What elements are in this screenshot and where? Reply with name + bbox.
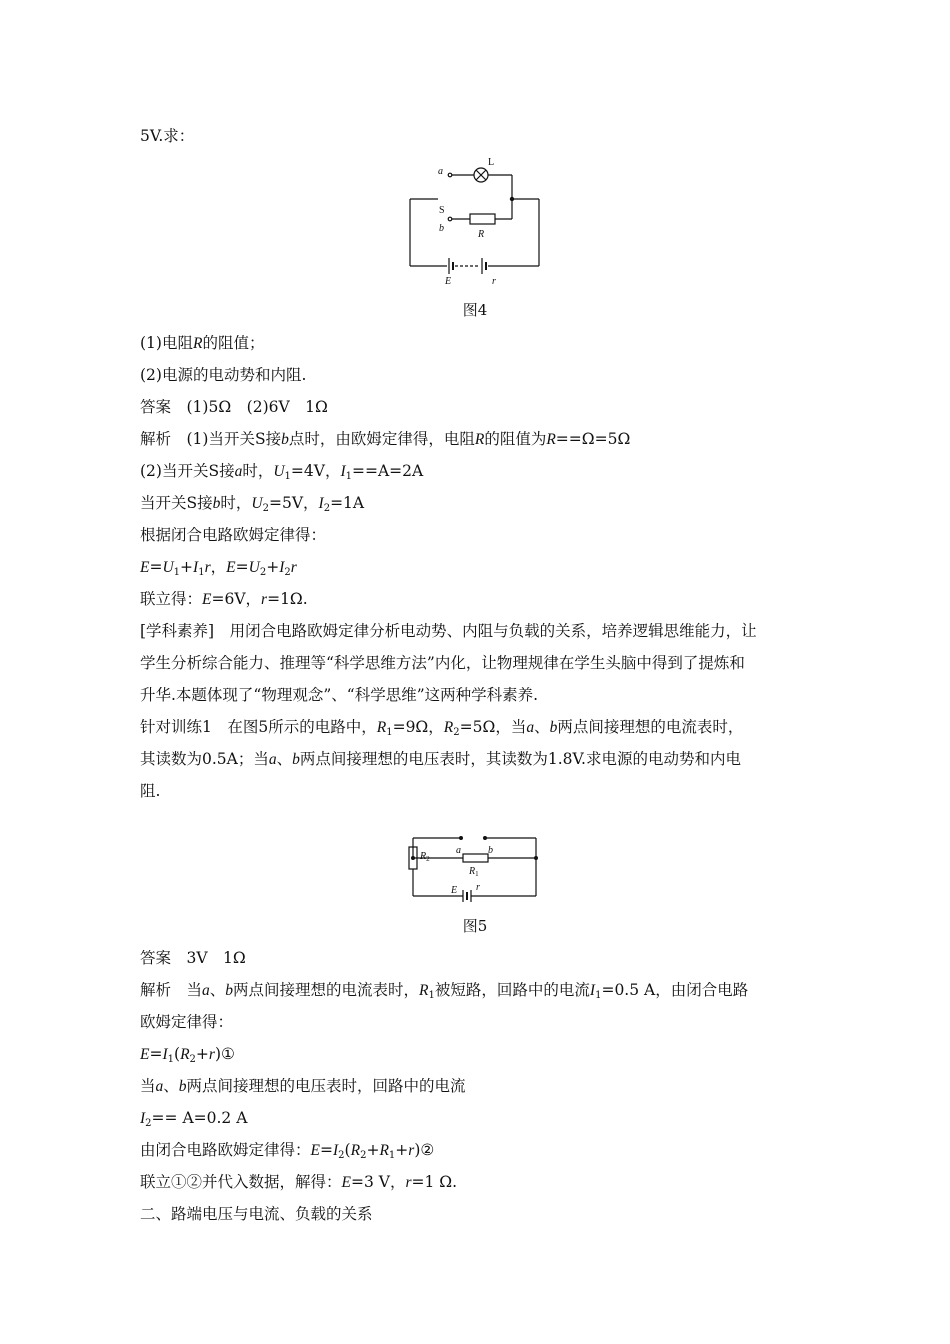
analysis-line: 解析 当a、b两点间接理想的电流表时，$R_1$被短路，回路中的电流$I_1=0.5$ A，由闭合电路	[140, 981, 749, 1001]
text-line: 升华.本题体现了“物理观念”、“科学思维”这两种学科素养.	[140, 686, 539, 704]
answer-line: 答案 (1)5Ω (2)6V 1Ω	[140, 398, 328, 416]
equation-line: $I_2== A=0.2$ A	[140, 1109, 248, 1129]
text-line: 当开关S接b时，$U_2=5V$，$I_2=1A$	[140, 494, 365, 514]
equation-line: $E=I_1(R_2+r)①$	[140, 1045, 235, 1065]
figure-5-caption: 图5	[462, 917, 488, 935]
label-r: r	[492, 276, 496, 287]
label-a: a	[438, 166, 443, 177]
figure-5-circuit-diagram	[405, 831, 545, 903]
label-a: a	[456, 845, 461, 856]
label-L: L	[488, 157, 495, 168]
figure-4-caption: 图4	[462, 301, 488, 319]
label-R: R	[478, 229, 485, 240]
label-S: S	[439, 205, 445, 216]
text-line: (2)当开关S接a时，$U_1=4V$，$I_1==A=2A$	[140, 462, 424, 482]
label-r: r	[476, 882, 480, 893]
text-line: (2)电源的电动势和内阻.	[140, 366, 307, 384]
text-line: 其读数为0.5A；当a、b两点间接理想的电压表时，其读数为1.8V.求电源的电动势和内电	[140, 750, 741, 768]
text-line: 5V.求：	[140, 127, 195, 145]
text-line: 联立得：E=6V，r=1Ω.	[140, 590, 308, 608]
text-line: 当a、b两点间接理想的电压表时，回路中的电流	[140, 1077, 466, 1095]
label-b: b	[439, 223, 444, 234]
label-R2: $R_2$	[420, 851, 430, 863]
equation-line: $E=U_1+I_1r$，$E=U_2+I_2r$	[140, 558, 297, 578]
text-line: 根据闭合电路欧姆定律得：	[140, 526, 327, 544]
label-E: E	[445, 276, 452, 287]
text-line: 欧姆定律得：	[140, 1013, 234, 1031]
answer-line: 答案 3V 1Ω	[140, 949, 246, 967]
text-line: (1)电阻R的阻值；	[140, 334, 265, 352]
section-heading: 二、路端电压与电流、负载的关系	[140, 1205, 373, 1223]
text-line: [学科素养] 用闭合电路欧姆定律分析电动势、内阻与负载的关系，培养逻辑思维能力，让	[140, 622, 757, 640]
label-R1: $R_1$	[469, 866, 479, 878]
analysis-line: 解析 (1)当开关S接b点时，由欧姆定律得，电阻R的阻值为R==Ω=5Ω	[140, 430, 631, 448]
label-E: E	[451, 885, 458, 896]
text-line: 联立①②并代入数据，解得：E=3 V，r=1 Ω.	[140, 1173, 458, 1191]
figure-4-circuit-diagram	[400, 154, 550, 289]
equation-line: 由闭合电路欧姆定律得：$E=I_2(R_2+R_1+r)②$	[140, 1141, 435, 1161]
label-b: b	[488, 845, 493, 856]
text-line: 阻.	[140, 782, 161, 800]
text-line: 学生分析综合能力、推理等“科学思维方法”内化，让物理规律在学生头脑中得到了提炼和	[140, 654, 745, 672]
text-line: 针对训练1 在图5所示的电路中，$R_1=9\Omega$，$R_2=5\Omega$，当a、b两点间接理想的电流表时，	[140, 718, 744, 738]
